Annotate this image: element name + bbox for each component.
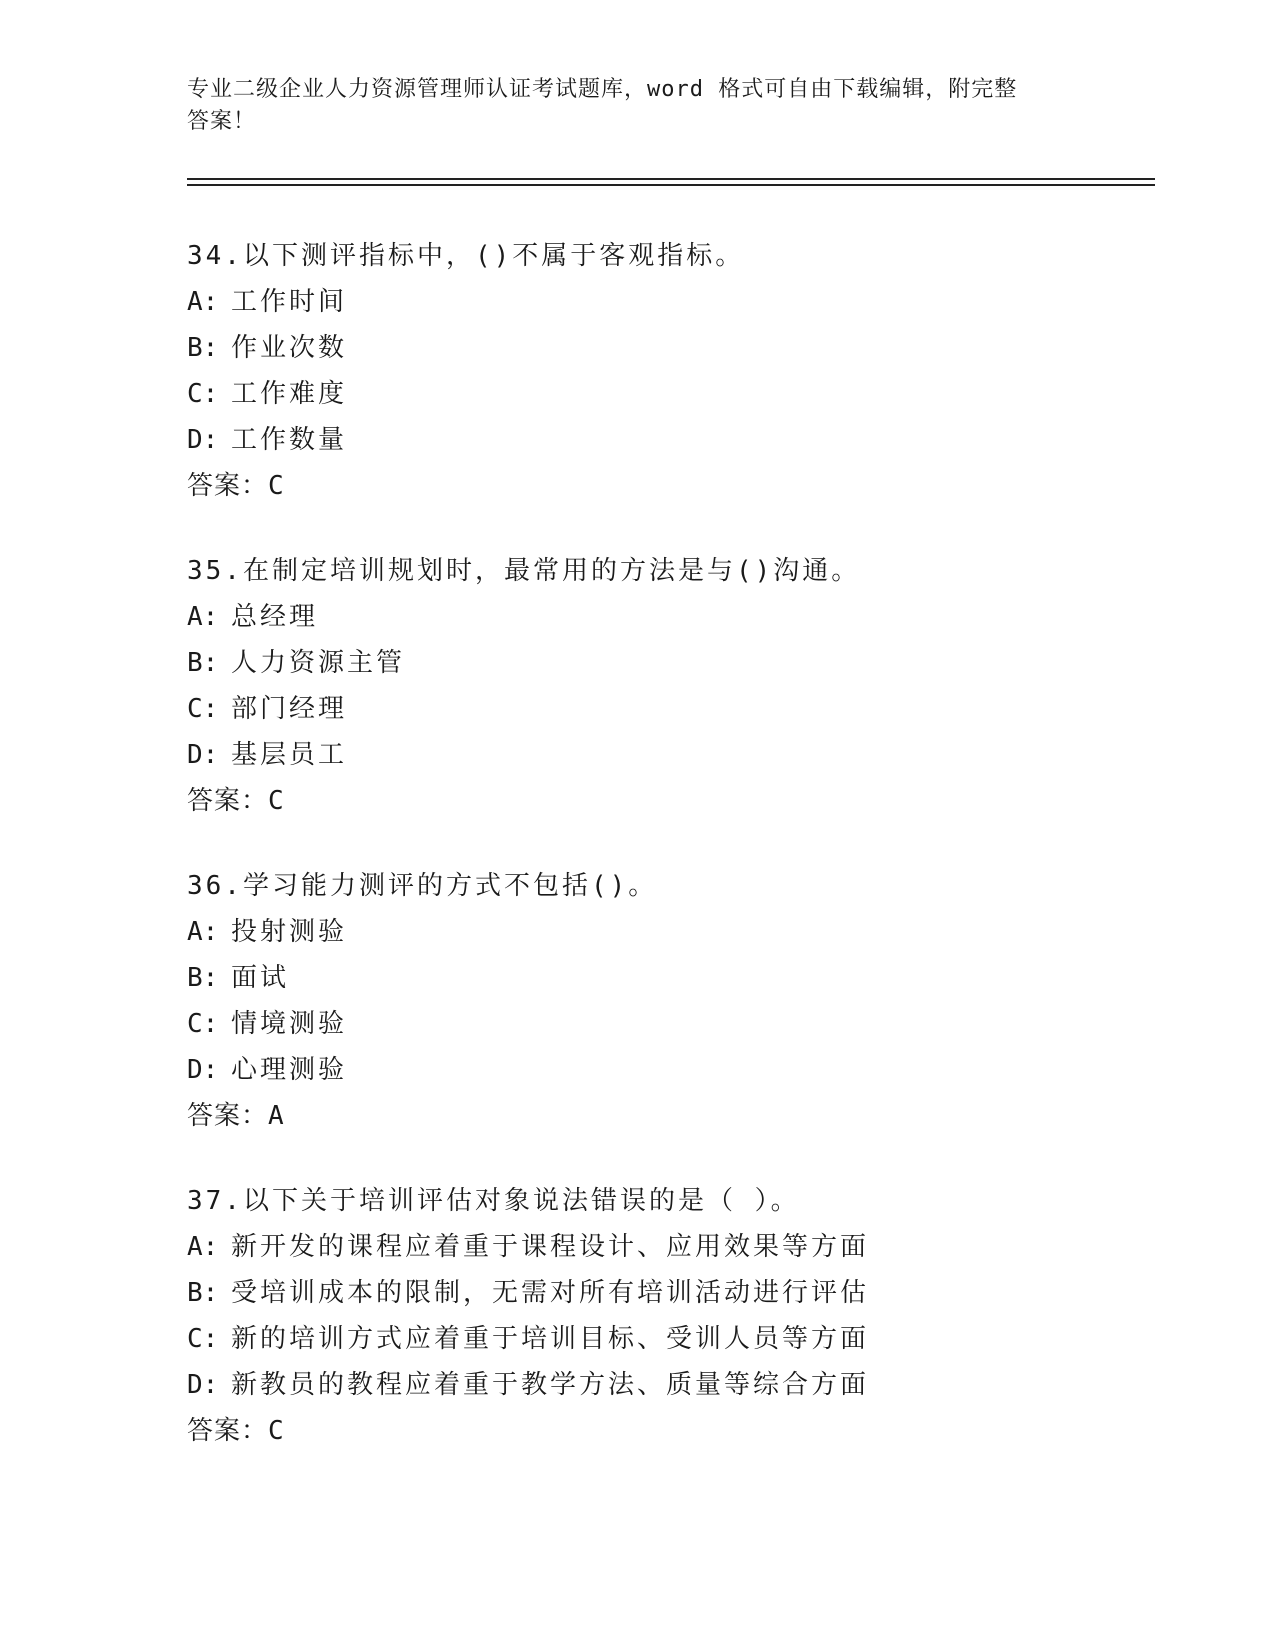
option-label: A:	[187, 1232, 219, 1262]
option-text: 工作数量	[231, 425, 348, 455]
option-b	[187, 328, 1147, 374]
question-stem: 35.在制定培训规划时，最常用的方法是与()沟通。	[187, 556, 861, 586]
option-d	[187, 735, 1147, 781]
question-36	[187, 866, 1147, 1136]
option-text: 面试	[231, 963, 290, 993]
option-d	[187, 1365, 1147, 1411]
option-label: C:	[187, 694, 219, 724]
answer-value: A	[268, 1101, 285, 1131]
option-a	[187, 282, 1147, 328]
option-text: 工作时间	[231, 287, 348, 317]
header-divider-bottom	[187, 184, 1155, 186]
option-label: B:	[187, 1278, 219, 1308]
header-intro-line-1: 专业二级企业人力资源管理师认证考试题库，word 格式可自由下载编辑，附完整	[187, 77, 1018, 102]
answer-line	[187, 1411, 1147, 1451]
header-intro-line-2: 答案！	[187, 109, 257, 134]
question-stem: 37.以下关于培训评估对象说法错误的是（ ）。	[187, 1186, 800, 1216]
option-text: 基层员工	[231, 740, 348, 770]
option-c	[187, 1319, 1147, 1365]
answer-line	[187, 466, 1147, 506]
option-d	[187, 420, 1147, 466]
option-text: 受培训成本的限制，无需对所有培训活动进行评估	[231, 1278, 870, 1308]
answer-label: 答案：	[187, 1101, 269, 1131]
option-text: 心理测验	[231, 1055, 348, 1085]
option-b	[187, 958, 1147, 1004]
answer-value: C	[268, 471, 285, 501]
answer-label: 答案：	[187, 786, 269, 816]
option-label: D:	[187, 740, 219, 770]
option-label: D:	[187, 1370, 219, 1400]
option-b	[187, 1273, 1147, 1319]
option-d	[187, 1050, 1147, 1096]
option-label: A:	[187, 602, 219, 632]
question-list	[187, 236, 1147, 1496]
option-b	[187, 643, 1147, 689]
option-label: D:	[187, 1055, 219, 1085]
option-label: B:	[187, 963, 219, 993]
question-34	[187, 236, 1147, 506]
header-divider-top	[187, 178, 1155, 180]
option-c	[187, 374, 1147, 420]
option-text: 新教员的教程应着重于教学方法、质量等综合方面	[231, 1370, 870, 1400]
answer-line	[187, 781, 1147, 821]
answer-label: 答案：	[187, 471, 269, 501]
answer-value: C	[268, 1416, 285, 1446]
answer-line	[187, 1096, 1147, 1136]
option-text: 作业次数	[231, 333, 348, 363]
option-label: C:	[187, 379, 219, 409]
option-text: 人力资源主管	[231, 648, 406, 678]
option-text: 总经理	[231, 602, 319, 632]
option-text: 部门经理	[231, 694, 348, 724]
option-label: B:	[187, 648, 219, 678]
question-stem: 36.学习能力测评的方式不包括()。	[187, 871, 658, 901]
option-label: A:	[187, 287, 219, 317]
option-a	[187, 912, 1147, 958]
answer-value: C	[268, 786, 285, 816]
option-text: 情境测验	[231, 1009, 348, 1039]
option-c	[187, 689, 1147, 735]
option-a	[187, 597, 1147, 643]
option-label: C:	[187, 1009, 219, 1039]
option-c	[187, 1004, 1147, 1050]
answer-label: 答案：	[187, 1416, 269, 1446]
option-label: B:	[187, 333, 219, 363]
option-label: D:	[187, 425, 219, 455]
option-text: 工作难度	[231, 379, 348, 409]
question-stem: 34.以下测评指标中，()不属于客观指标。	[187, 241, 745, 271]
question-35	[187, 551, 1147, 821]
option-text: 新开发的课程应着重于课程设计、应用效果等方面	[231, 1232, 870, 1262]
option-label: C:	[187, 1324, 219, 1354]
document-header	[187, 74, 1067, 138]
option-text: 新的培训方式应着重于培训目标、受训人员等方面	[231, 1324, 870, 1354]
option-a	[187, 1227, 1147, 1273]
option-text: 投射测验	[231, 917, 348, 947]
question-37	[187, 1181, 1147, 1451]
option-label: A:	[187, 917, 219, 947]
